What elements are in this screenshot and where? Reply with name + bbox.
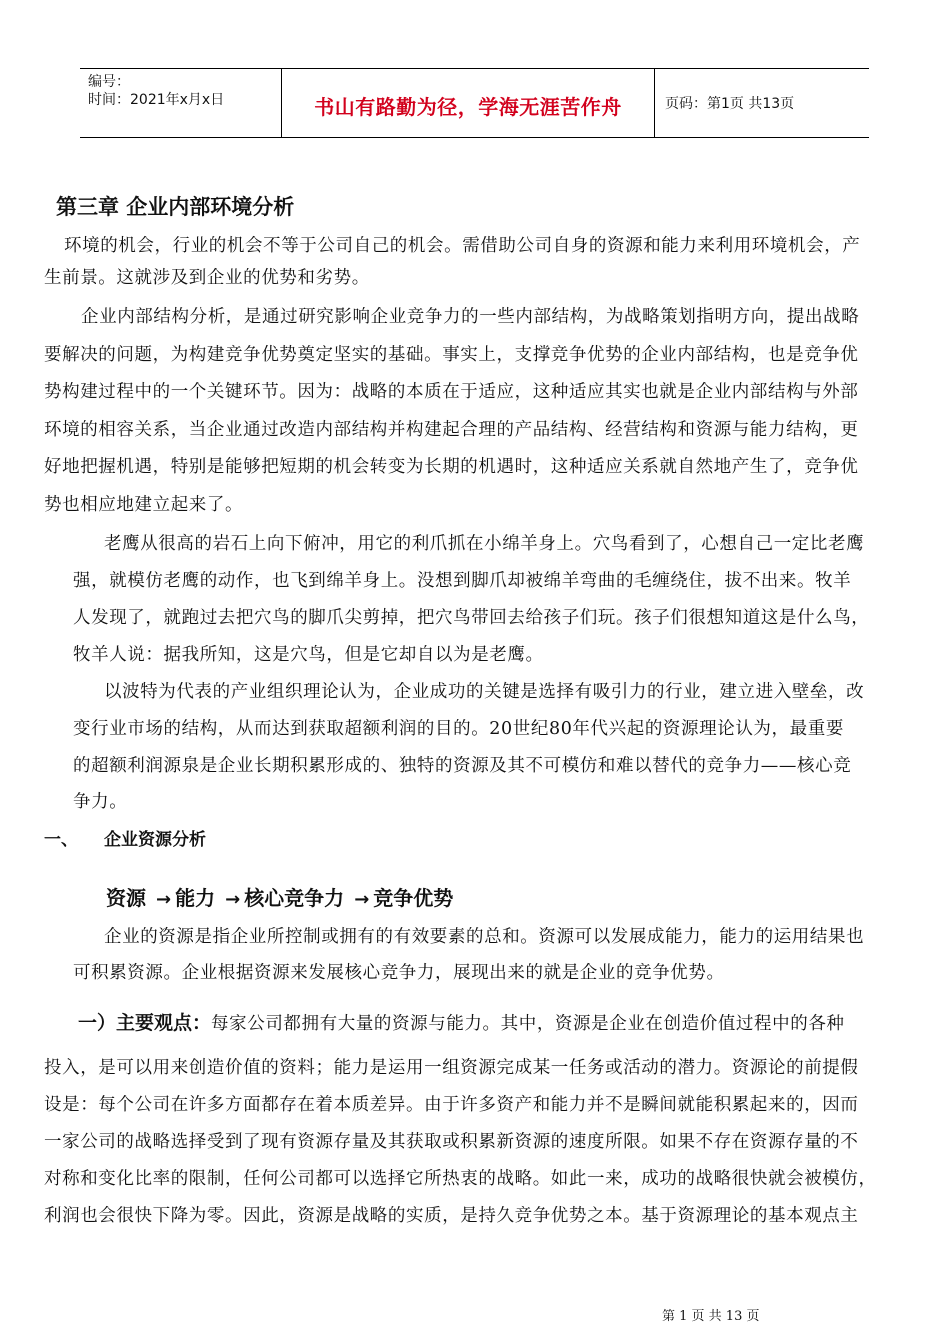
paragraph-line: 企业内部结构分析，是通过研究影响企业竞争力的一些内部结构，为战略策划指明方向，提出战略: [81, 307, 860, 327]
paragraph-line: 投入，是可以用来创造价值的资料；能力是运用一组资源完成某一任务或活动的潜力。资源论的前提假: [44, 1058, 859, 1078]
chapter-title: 第三章 企业内部环境分析: [56, 195, 295, 219]
paragraph-line: 一家公司的战略选择受到了现有资源存量及其获取或积累新资源的速度所限。如果不存在资源存量的不: [44, 1132, 859, 1152]
paragraph-line: 牧羊人说：据我所知，这是穴鸟，但是它却自以为是老鹰。: [73, 645, 544, 665]
flow-step: 资源: [106, 886, 146, 910]
arrow-icon: →: [225, 889, 241, 910]
paragraph-line: 势也相应地建立起来了。: [44, 495, 244, 515]
flow-step: 竞争优势: [373, 886, 454, 910]
page-header-table: [80, 68, 869, 138]
section-title: 企业资源分析: [104, 830, 206, 850]
time-label: 时间：2021年x月x日: [88, 92, 225, 108]
paragraph-line: 势构建过程中的一个关键环节。因为：战略的本质在于适应，这种适应其实也就是企业内部结构与外部: [44, 382, 859, 402]
flow-step: 能力: [175, 886, 216, 910]
number-label: 编号：: [88, 74, 130, 90]
paragraph-line: 人发现了，就跑过去把穴鸟的脚爪尖剪掉，把穴鸟带回去给孩子们玩。孩子们很想知道这是什么鸟，: [73, 608, 870, 628]
paragraph-line: 企业的资源是指企业所控制或拥有的有效要素的总和。资源可以发展成能力，能力的运用结果也: [104, 927, 865, 947]
paragraph-line: 的超额利润源泉是企业长期积累形成的、独特的资源及其不可模仿和难以替代的竞争力——核心竞: [73, 756, 852, 776]
paragraph-line: 设是：每个公司在许多方面都存在着本质差异。由于许多资产和能力并不是瞬间就能积累起来的，因而: [44, 1095, 859, 1115]
paragraph-line: 争力。: [73, 792, 128, 812]
resource-flow: [106, 882, 453, 911]
paragraph-line: 环境的相容关系，当企业通过改造内部结构并构建起合理的产品结构、经营结构和资源与能力结构，更: [44, 420, 859, 440]
header-page-cell: [655, 69, 869, 137]
arrow-icon: →: [354, 889, 370, 910]
paragraph-line: 以波特为代表的产业组织理论认为，企业成功的关键是选择有吸引力的行业，建立进入壁垒，改: [104, 682, 865, 702]
paragraph-line: 利润也会很快下降为零。因此，资源是战略的实质，是持久竞争优势之本。基于资源理论的基本观点主: [44, 1206, 859, 1226]
arrow-icon: →: [156, 889, 172, 910]
paragraph-line: 要解决的问题，为构建竞争优势奠定坚实的基础。事实上，支撑竞争优势的企业内部结构，也是竞争优: [44, 345, 859, 365]
paragraph-line: 生前景。这就涉及到企业的优势和劣势。: [44, 268, 370, 288]
paragraph-line: 好地把握机遇，特别是能够把短期的机会转变为长期的机遇时，这种适应关系就自然地产生了，竞争优: [44, 457, 859, 477]
header-motto-cell: [281, 69, 655, 137]
flow-step: 核心竞争力: [244, 886, 345, 910]
main-points-label: 一）主要观点：: [78, 1012, 212, 1034]
paragraph-line: 强，就模仿老鹰的动作，也飞到绵羊身上。没想到脚爪却被绵羊弯曲的毛缠绕住，拔不出来。牧羊: [73, 571, 852, 591]
paragraph-line: 每家公司都拥有大量的资源与能力。其中，资源是企业在创造价值过程中的各种: [211, 1014, 845, 1034]
page-info: 页码：第1页 共13页: [665, 96, 795, 112]
header-left-cell: [80, 69, 281, 137]
paragraph-line: 可积累资源。企业根据资源来发展核心竞争力，展现出来的就是企业的竞争优势。: [73, 963, 725, 983]
motto-text: 书山有路勤为径，学海无涯苦作舟: [314, 95, 622, 119]
section-number: 一、: [44, 830, 78, 850]
paragraph-line: 老鹰从很高的岩石上向下俯冲，用它的利爪抓在小绵羊身上。穴鸟看到了，心想自己一定比老鹰: [104, 534, 865, 554]
paragraph-line: 变行业市场的结构，从而达到获取超额利润的目的。20世纪80年代兴起的资源理论认为，最重要: [73, 719, 844, 739]
main-points-line: [78, 1008, 845, 1035]
paragraph-line: 对称和变化比率的限制，任何公司都可以选择它所热衷的战略。如此一来，成功的战略很快就会被模仿，: [44, 1169, 877, 1189]
page-footer: 第 1 页 共 13 页: [662, 1309, 760, 1324]
paragraph-line: 环境的机会，行业的机会不等于公司自己的机会。需借助公司自身的资源和能力来利用环境机会，产: [64, 236, 861, 256]
